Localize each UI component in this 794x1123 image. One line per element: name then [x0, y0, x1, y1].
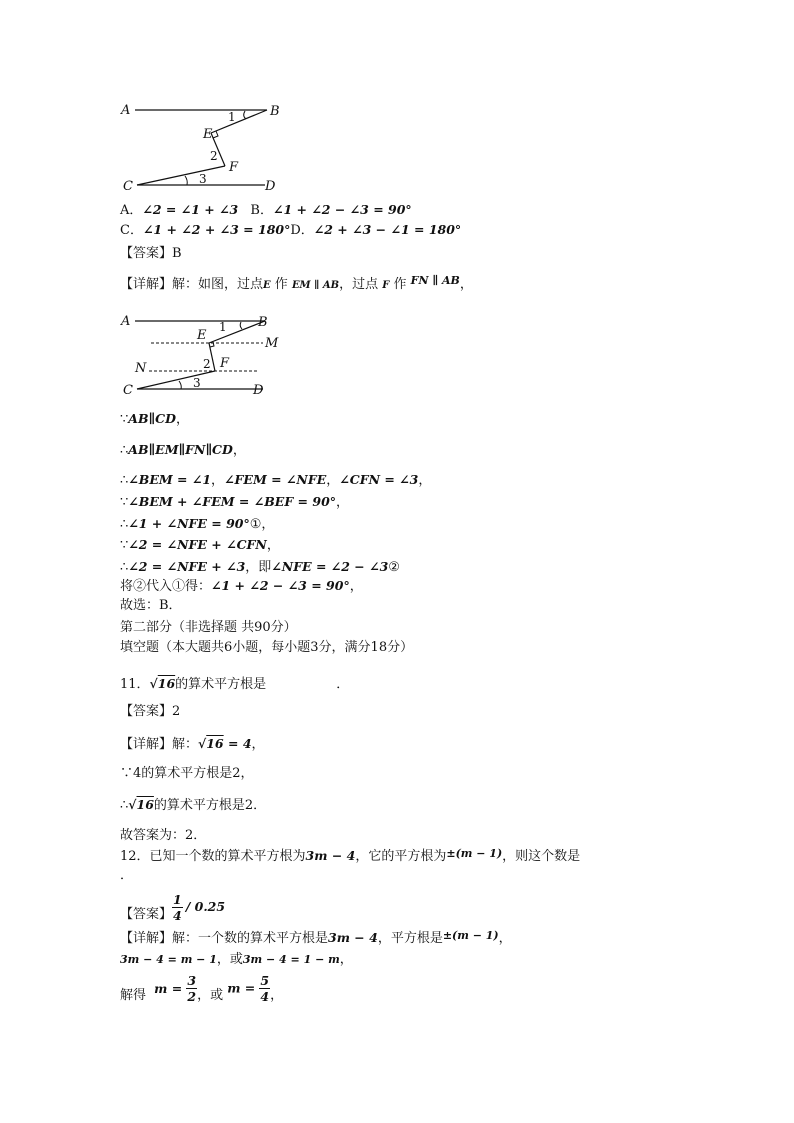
option-d-expr: ∠2 + ∠3 − ∠1 = 180°: [313, 222, 462, 237]
label-c: C: [123, 179, 133, 194]
q12-mid: ，它的平方根为: [355, 849, 447, 864]
step-3-sep-2: ，: [326, 473, 340, 488]
step-3-tail: ，: [418, 473, 432, 488]
point-f: F: [382, 280, 390, 291]
solution-var-1: m =: [154, 980, 183, 996]
q10-zuo-1: 作: [274, 277, 288, 292]
frac-denominator: 2: [187, 989, 197, 1004]
option-c-label: C．: [120, 223, 143, 238]
q12-detail-mid: ，平方根是: [377, 931, 443, 946]
circled-two: ②: [388, 560, 400, 575]
label-m: M: [265, 336, 279, 351]
q12-answer: [120, 892, 225, 923]
step-8-prefix: 将②代入①得：: [120, 579, 212, 594]
equation-a: 3m − 4 = m − 1: [120, 953, 217, 966]
label-f: F: [229, 160, 239, 175]
angle-3-label: 3: [199, 172, 207, 186]
q12-answer-label: 【答案】: [120, 907, 173, 922]
label-d-2: D: [253, 383, 264, 398]
q12-expr-2: ±(m − 1): [446, 847, 503, 860]
sqrt-16-2: √16: [128, 797, 154, 812]
q11-step-3-text: 的算术平方根是2．: [153, 798, 267, 813]
step-8-tail: ，: [349, 579, 363, 594]
option-d-label: D．: [290, 223, 314, 238]
option-a-expr: ∠2 = ∠1 + ∠3: [142, 202, 239, 217]
figure-auxiliary-lines: [115, 311, 290, 401]
therefore-symbol: ∴: [120, 517, 129, 532]
q11-detail-tail: ，: [251, 737, 265, 752]
therefore-symbol: ∴: [120, 473, 129, 488]
q12-equations: [120, 952, 353, 968]
because-symbol: ∵: [120, 495, 129, 510]
options-row-1: [120, 202, 412, 219]
q11-text: 的算术平方根是: [175, 677, 267, 692]
label-a-2: A: [121, 314, 131, 329]
q12-detail: [120, 930, 512, 947]
label-a: A: [121, 103, 131, 118]
equation-b: 3m − 4 = 1 − m: [242, 953, 340, 966]
equation-or: ，或: [216, 952, 243, 967]
point-e: E: [263, 280, 271, 291]
step-3-expr-2: ∠FEM = ∠NFE: [224, 472, 327, 487]
q11-answer: 【答案】2: [120, 704, 181, 719]
step-3: [120, 472, 431, 489]
step-7-expr-2: ∠NFE = ∠2 − ∠3: [271, 559, 389, 574]
q11-question: [120, 676, 349, 693]
step-2-tail: ，: [232, 443, 246, 458]
label-e: E: [203, 127, 213, 142]
step-4-tail: ，: [336, 495, 350, 510]
frac-denominator: 4: [173, 908, 182, 923]
q12-solution: [120, 972, 283, 1004]
fraction-five-quarters: [259, 973, 270, 1004]
step-5-expr: ∠1 + ∠NFE = 90°: [128, 516, 250, 531]
step-9: 故选：B．: [120, 598, 182, 613]
solution-or: ，或: [197, 988, 224, 1003]
frac-numerator: 3: [187, 973, 197, 988]
step-8: [120, 578, 363, 595]
step-7: [120, 559, 400, 576]
q10-answer: 【答案】B: [120, 246, 182, 261]
q11-detail-prefix: 【详解】解：: [120, 737, 199, 752]
circled-one: ①: [249, 517, 262, 532]
label-b-2: B: [258, 315, 268, 330]
step-5-tail: ，: [261, 517, 275, 532]
q10-tail: ，: [459, 277, 473, 292]
frac-numerator: 5: [260, 973, 270, 988]
step-2-expr: AB∥EM∥FN∥CD: [128, 442, 233, 457]
option-c-expr: ∠1 + ∠2 + ∠3 = 180°: [142, 222, 291, 237]
therefore-symbol: ∴: [120, 560, 129, 575]
label-e-2: E: [197, 328, 207, 343]
step-6: [120, 537, 280, 554]
q12-expr-1: 3m − 4: [305, 848, 356, 863]
solution-prefix: 解得: [120, 988, 147, 1003]
frac-denominator: 4: [260, 989, 270, 1004]
step-4: [120, 494, 349, 511]
q11-detail: [120, 736, 265, 753]
solution-var-2: m =: [227, 980, 256, 996]
angle-2-label: 2: [210, 149, 218, 163]
q11-conclusion: 故答案为：2．: [120, 828, 207, 843]
q11-step-3-radicand: 16: [136, 797, 154, 812]
step-1: [120, 411, 189, 428]
step-6-expr: ∠2 = ∠NFE + ∠CFN: [128, 537, 267, 552]
q10-detail-prefix: 【详解】解：如图，过点: [120, 277, 264, 292]
q10-mid: ，过点: [339, 277, 379, 292]
step-6-tail: ，: [266, 538, 280, 553]
q12-end: ，则这个数是: [502, 849, 581, 864]
q11-detail-radicand: 16: [206, 736, 224, 751]
step-7-expr: ∠2 = ∠NFE + ∠3: [128, 559, 246, 574]
fraction-one-quarter: [172, 892, 183, 923]
angle-1-label-2: 1: [219, 320, 227, 334]
angle-2-label-2: 2: [203, 357, 211, 371]
q12-detail-prefix: 【详解】解：一个数的算术平方根是: [120, 931, 329, 946]
step-1-expr: AB∥CD: [128, 411, 176, 426]
sqrt-16: √16: [149, 676, 176, 691]
q11-step-2: ∵4的算术平方根是2，: [120, 766, 254, 781]
step-3-expr-1: ∠BEM = ∠1: [128, 472, 212, 487]
q12-detail-expr-1: 3m − 4: [328, 930, 378, 945]
label-c-2: C: [123, 383, 133, 398]
q12-detail-expr-2: ±(m − 1): [442, 929, 499, 942]
fraction-three-halves: [186, 973, 197, 1004]
angle-3-label-2: 3: [193, 376, 201, 390]
part-two-title: 第二部分（非选择题 共90分）: [120, 620, 297, 635]
step-2: [120, 442, 246, 459]
fill-blank-heading: 填空题（本大题共6小题，每小题3分，满分18分）: [120, 640, 414, 655]
q12-period: ．: [120, 868, 134, 883]
label-f-2: F: [220, 356, 230, 371]
q11-detail-eq: = 4: [223, 736, 252, 751]
option-b-label: B．: [250, 203, 273, 218]
therefore-symbol: ∴: [120, 798, 129, 813]
q12-question: [120, 848, 580, 865]
figure-parallel-lines: [115, 98, 290, 196]
label-n: N: [135, 361, 147, 376]
step-8-expr: ∠1 + ∠2 − ∠3 = 90°: [211, 578, 350, 593]
options-row-2: [120, 222, 461, 239]
step-1-tail: ，: [175, 412, 189, 427]
answer-decimal: / 0.25: [185, 899, 226, 914]
because-symbol: ∵: [120, 538, 129, 553]
sqrt-16-eq: √16 = 4: [198, 736, 252, 751]
q11-number: 11．: [120, 677, 150, 692]
q10-zuo-2: 作: [393, 277, 407, 292]
equation-tail: ，: [339, 952, 353, 967]
q11-radicand: 16: [157, 676, 176, 691]
q12-detail-tail: ，: [498, 931, 512, 946]
solution-tail: ，: [270, 988, 284, 1003]
step-5: [120, 516, 274, 533]
label-b: B: [270, 104, 280, 119]
em-parallel-ab: EM ∥ AB: [291, 280, 340, 291]
q11-end: ．: [336, 677, 350, 692]
q11-step-3: [120, 797, 266, 814]
option-a-label: A．: [120, 203, 143, 218]
because-symbol: ∵: [120, 412, 129, 427]
therefore-symbol: ∴: [120, 443, 129, 458]
fn-parallel-ab: FN ∥ AB: [410, 274, 460, 287]
step-7-mid: ，即: [245, 560, 272, 575]
step-4-expr: ∠BEM + ∠FEM = ∠BEF = 90°: [128, 494, 337, 509]
angle-1-label: 1: [228, 110, 236, 124]
frac-numerator: 1: [173, 892, 182, 907]
q10-detail: [120, 274, 473, 294]
step-3-expr-3: ∠CFN = ∠3: [339, 472, 419, 487]
label-d: D: [265, 179, 276, 194]
step-3-sep-1: ，: [211, 473, 225, 488]
option-b-expr: ∠1 + ∠2 − ∠3 = 90°: [272, 202, 412, 217]
q12-prefix: 12．已知一个数的算术平方根为: [120, 849, 306, 864]
